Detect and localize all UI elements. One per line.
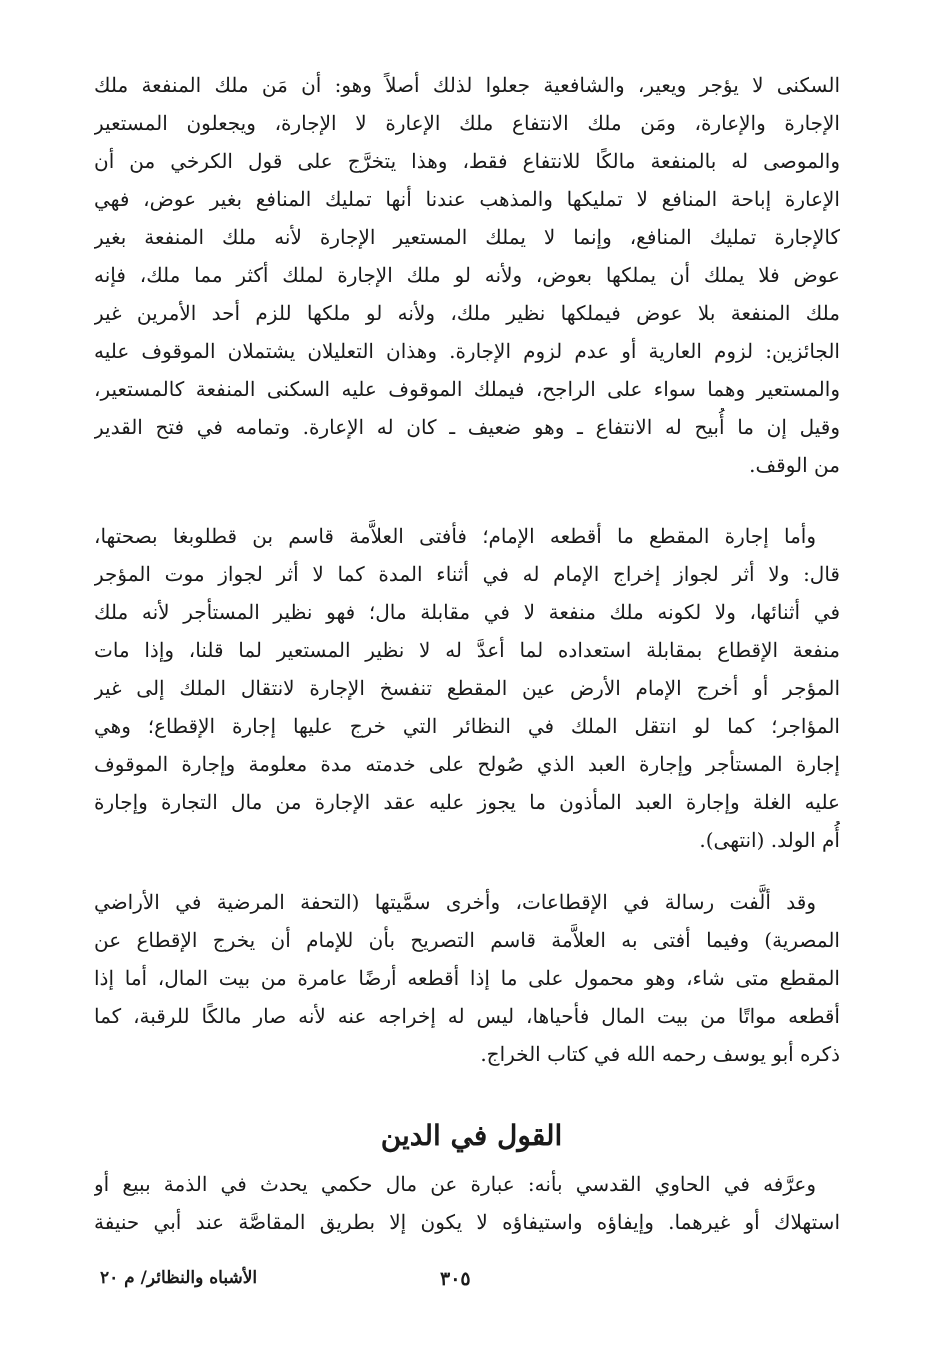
text-line: قال: ولا أثر لجواز إخراج الإمام له في أثناء المدة كما لا أثر لجواز موت المؤجر [94,562,840,586]
text-line: أقطعه مواتًا من بيت المال فأحياها، ليس له إخراجه عنه لأنه صار مالكًا للرقبة، كما [94,1004,840,1028]
text-line: والمستعير وهما سواء على الراجح، فيملك الموقوف عليه السكنى المنفعة كالمستعير، [94,377,840,401]
text-line: المقطع متى شاء، وهو محمول على ما إذا أقطعه أرضًا عامرة من بيت المال، أما إذا [94,966,840,990]
text-line: الإجارة والإعارة، ومَن ملك الانتفاع ملك الإعارة لا الإجارة، ويجعلون المستعير [94,111,840,135]
text-line: إجارة المستأجر وإجارة العبد الذي صُولح على خدمته مدة معلومة وإجارة الموقوف [94,752,840,776]
text-line: ذكره أبو يوسف رحمه الله في كتاب الخراج. [480,1042,840,1066]
text-line: ملك المنفعة بلا عوض فيملكها نظير ملك، ولأنه لو ملكها للزم أحد الأمرين غير [94,301,840,325]
text-line: المؤاجر؛ كما لو انتقل الملك في النظائر التي خرج عليها إجارة الإقطاع؛ وهي [94,714,840,738]
text-line: استهلاك أو غيرهما. وإيفاؤه واستيفاؤه لا يكون إلا بطريق المقاصَّة عند أبي حنيفة [94,1210,840,1234]
text-line: وقد ألَّفت رسالة في الإقطاعات، وأخرى سمَّيتها (التحفة المرضية في الأراضي [94,890,816,914]
paragraph-1 [94,66,840,484]
text-line: وقيل إن ما أُبيح له الانتفاع ـ وهو ضعيف ـ كان له الإعارة. وتمامه في فتح القدير [94,415,840,439]
text-line: أُم الولد. (انتهى). [699,828,840,852]
text-line: في أثنائها، ولا لكونه ملك منفعة لا في مقابلة مال؛ فهو نظير المستأجر لأنه ملك [94,600,840,624]
text-line: عوض فلا يملك أن يملكها بعوض، ولأنه لو ملك الإجارة لملك أكثر مما ملك، فإنه [94,263,840,287]
text-line: المؤجر أو أخرج الإمام الأرض عين المقطع تنفسخ الإجارة لانتقال الملك إلى غير [94,676,840,700]
paragraph-2 [94,517,840,859]
paragraph-4 [94,1165,840,1241]
text-line: من الوقف. [749,453,840,477]
section-heading: القول في الدين [380,1119,563,1152]
paragraph-3 [94,883,840,1073]
text-line: الجائزين: لزوم العارية أو عدم لزوم الإجارة. وهذان التعليلان يشتملان الموقوف عليه [94,339,840,363]
page-number: ٣٠٥ [440,1268,471,1290]
text-line: وأما إجارة المقطع ما أقطعه الإمام؛ فأفتى العلاَّمة قاسم بن قطلوبغا بصحتها، [94,524,816,548]
text-line: والموصى له بالمنفعة مالكًا للانتفاع فقط، وهذا يتخرَّج على قول الكرخي من أن [94,149,840,173]
text-line: المصرية) وفيما أفتى به العلاَّمة قاسم التصريح بأن للإمام أن يخرج الإقطاع عن [94,928,840,952]
text-line: وعرَّفه في الحاوي القدسي بأنه: عبارة عن مال حكمي يحدث في الذمة ببيع أو [94,1172,816,1196]
text-line: الإعارة إباحة المنافع لا تمليكها والمذهب عندنا أنها تمليك المنافع بغير عوض، فهي [94,187,840,211]
text-line: السكنى لا يؤجر ويعير، والشافعية جعلوا لذلك أصلاً وهو: أن مَن ملك المنفعة ملك [94,73,840,97]
text-line: عليه الغلة وإجارة العبد المأذون ما يجوز عليه عقد الإجارة من مال التجارة وإجارة [94,790,840,814]
text-line: منفعة الإقطاع بمقابلة استعداده لما أعدَّ له لا نظير المستعير لما قلنا، وإذا مات [94,638,840,662]
text-line: كالإجارة تمليك المنافع، وإنما لا يملك المستعير الإجارة لأنه ملك المنفعة بغير [94,225,840,249]
footer-book-title: الأشباه والنظائر/ م ٢٠ [100,1268,258,1288]
